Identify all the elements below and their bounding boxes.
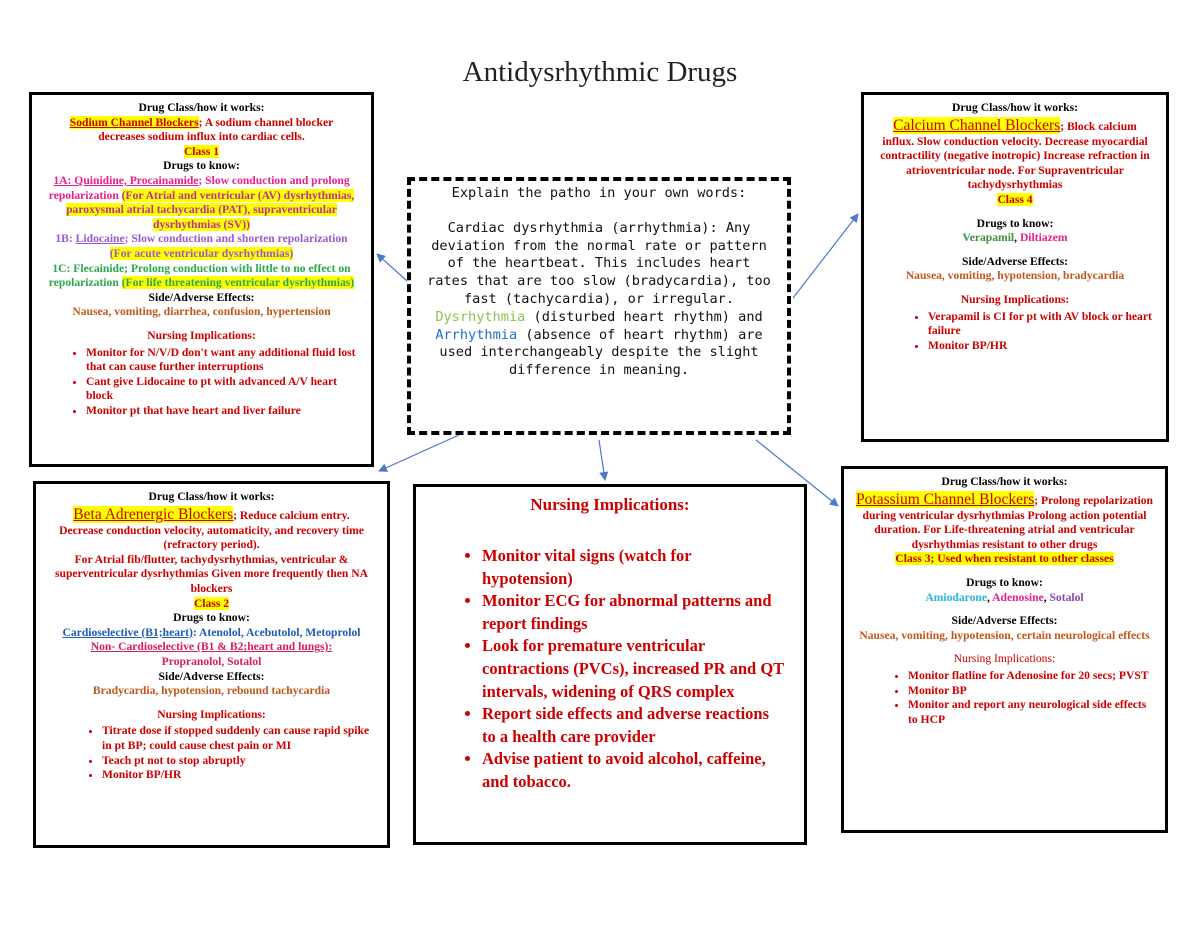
list-item: • Verapamil is CI for pt with AV block or heart failure xyxy=(928,310,1154,339)
class-desc: ; Reduce calcium entry. Decrease conduction velocity, automaticity, and recovery time (refractory period). xyxy=(59,508,364,552)
arrow-to-nursing xyxy=(599,440,605,480)
nursing-heading: Nursing Implications: xyxy=(530,495,690,514)
list-item: • Monitor for N/V/D don't want any additional fluid lost that can cause further interruptions xyxy=(86,346,357,375)
class-name: Beta Adrenergic Blockers xyxy=(73,505,234,523)
class-1a-use: (For Atrial and ventricular (AV) dysrhythmias, paroxysmal atrial tachycardia (PAT), supraventricular dysrhythmias (SV)) xyxy=(66,188,355,231)
drugs-label: Drugs to know: xyxy=(976,216,1054,230)
class-number: Class 2 xyxy=(193,596,230,610)
class-1b-use: (For acute ventricular dysrhythmias) xyxy=(109,246,294,260)
arrow-to-calcium xyxy=(793,214,858,298)
class-use: For Atrial fib/flutter, tachydysrhythmias, ventricular & superventricular dysrhythmias Given more frequently then NA blockers xyxy=(54,552,369,595)
drug-class-label: Drug Class/how it works: xyxy=(952,101,1078,114)
class-name: Potassium Channel Blockers xyxy=(856,490,1035,508)
list-item: • Monitor flatline for Adenosine for 20 secs; PVST xyxy=(908,669,1153,684)
list-item: • Titrate dose if stopped suddenly can cause rapid spike in pt BP; could cause chest pain or MI xyxy=(102,724,373,753)
list-item: • Monitor BP/HR xyxy=(928,339,1154,354)
patho-explanation-box xyxy=(407,177,791,435)
list-item: • Monitor BP/HR xyxy=(102,768,373,783)
arrhythmia-def: (absence of heart rhythm) are used interchangeably despite the slight difference in meaning. xyxy=(439,326,763,379)
arrow-to-beta xyxy=(379,435,459,471)
drug-separator: , xyxy=(986,590,993,604)
class-number: Class 3; Used when resistant to other classes xyxy=(895,552,1114,566)
class-desc: ; A sodium channel blocker decreases sodium influx into cardiac cells. xyxy=(98,115,334,144)
nursing-list xyxy=(416,545,804,794)
nursing-list xyxy=(50,724,373,782)
patho-body: Cardiac dysrhythmia (arrhythmia): Any deviation from the normal rate or pattern of the heartbeat. This includes heart rates that are too slow (bradycardia), too fast (tachycardia), or irregular. xyxy=(427,219,771,307)
list-item: • Report side effects and adverse reactions to a health care provider xyxy=(482,703,784,748)
side-effects-label: Side/Adverse Effects: xyxy=(158,669,265,683)
class-1c-use: (For life threatening ventricular dysrhythmias) xyxy=(121,276,355,290)
beta-blocker-box xyxy=(33,481,390,848)
list-item: • Advise patient to avoid alcohol, caffeine, and tobacco. xyxy=(482,748,784,793)
side-effects: Nausea, vomiting, hypotension, certain neurological effects xyxy=(859,628,1150,642)
side-effects-label: Side/Adverse Effects: xyxy=(951,614,1058,628)
list-item: • Look for premature ventricular contractions (PVCs), increased PR and QT intervals, widening of QRS complex xyxy=(482,635,784,703)
nursing-label: Nursing Implications: xyxy=(960,292,1070,306)
noncardioselective-drugs: Propranolol, Sotalol xyxy=(161,654,262,668)
dysrhythmia-term: Dysrhythmia xyxy=(435,308,526,325)
class-1a-label: 1A: Quinidine, Procainamide xyxy=(53,173,199,187)
side-effects-label: Side/Adverse Effects: xyxy=(148,290,255,304)
list-item: • Monitor and report any neurological side effects to HCP xyxy=(908,698,1153,727)
class-1c-label: 1C: Flecainide; Prolong conduction with little to no effect on repolarization xyxy=(48,261,351,290)
drug-diltiazem: Diltiazem xyxy=(1019,231,1068,245)
drug-class-label: Drug Class/how it works: xyxy=(138,101,265,114)
nursing-list xyxy=(876,310,1154,354)
arrow-to-sodium xyxy=(377,254,407,281)
nursing-list xyxy=(856,669,1153,727)
noncardioselective-label: Non- Cardioselective (B1 & B2;heart and lungs): xyxy=(90,640,333,654)
side-effects: Nausea, vomiting, diarrhea, confusion, hypertension xyxy=(72,305,331,319)
drug-separator: , xyxy=(1043,590,1050,604)
potassium-channel-box xyxy=(841,466,1168,833)
drug-class-label: Drug Class/how it works: xyxy=(941,475,1068,488)
drugs-label: Drugs to know: xyxy=(163,159,240,173)
nursing-implications-box xyxy=(413,484,807,845)
nursing-label: Nursing Implications: xyxy=(953,652,1056,666)
side-effects: Bradycardia, hypotension, rebound tachycardia xyxy=(92,684,331,698)
list-item: • Cant give Lidocaine to pt with advanced A/V heart block xyxy=(86,375,357,404)
drugs-label: Drugs to know: xyxy=(966,575,1043,589)
list-item: • Monitor ECG for abnormal patterns and report findings xyxy=(482,590,784,635)
class-number: Class 1 xyxy=(183,144,220,158)
class-desc: ; Block calcium influx. Slow conduction velocity. Decrease myocardial contractility (negative inotropic) Increase refraction in atrioventricular node. For Supraventricular tachydysrhythmias xyxy=(880,119,1150,192)
class-name: Calcium Channel Blockers xyxy=(893,116,1061,134)
list-item: • Monitor pt that have heart and liver failure xyxy=(86,404,357,419)
drug-verapamil: Verapamil xyxy=(962,231,1015,245)
side-effects-label: Side/Adverse Effects: xyxy=(962,254,1068,268)
drug-adenosine: Adenosine xyxy=(992,590,1044,604)
class-1a-desc: ; Slow conduction and prolong repolarization xyxy=(48,173,350,202)
class-1b-desc: ; Slow conduction and shorten repolarization xyxy=(124,232,348,246)
nursing-label: Nursing Implications: xyxy=(147,328,256,342)
list-item: • Monitor vital signs (watch for hypotension) xyxy=(482,545,784,590)
class-1b-drug: Lidocaine xyxy=(75,232,125,246)
drug-sotalol: Sotalol xyxy=(1049,590,1084,604)
class-name: Sodium Channel Blockers xyxy=(69,115,199,129)
drugs-label: Drugs to know: xyxy=(173,611,250,625)
page-title: Antidysrhythmic Drugs xyxy=(462,56,738,88)
list-item: • Monitor BP xyxy=(908,684,1153,699)
arrhythmia-term: Arrhythmia xyxy=(435,326,518,343)
patho-heading: Explain the patho in your own words: xyxy=(451,185,747,201)
drug-separator: , xyxy=(1014,231,1020,245)
dysrhythmia-def: (disturbed heart rhythm) and xyxy=(525,308,763,325)
drug-amiodarone: Amiodarone xyxy=(925,590,987,604)
drug-class-label: Drug Class/how it works: xyxy=(148,490,275,503)
calcium-channel-box xyxy=(861,92,1169,442)
nursing-label: Nursing Implications: xyxy=(157,707,266,721)
list-item: • Teach pt not to stop abruptly xyxy=(102,754,373,769)
class-number: Class 4 xyxy=(997,192,1033,206)
cardioselective-drugs: : Atenolol, Acebutolol, Metoprolol xyxy=(192,625,361,639)
sodium-channel-box xyxy=(29,92,374,467)
nursing-list xyxy=(46,346,357,419)
cardioselective-label: Cardioselective (B1;heart) xyxy=(62,625,193,639)
class-desc: ; Prolong repolarization during ventricular dysrhythmias Prolong action potential duration. For Life-threatening atrial and ventricular dysrhythmias resistant to other drugs xyxy=(862,493,1153,551)
class-1b-prefix: 1B: xyxy=(55,232,76,246)
side-effects: Nausea, vomiting, hypotension, bradycardia xyxy=(905,269,1125,283)
